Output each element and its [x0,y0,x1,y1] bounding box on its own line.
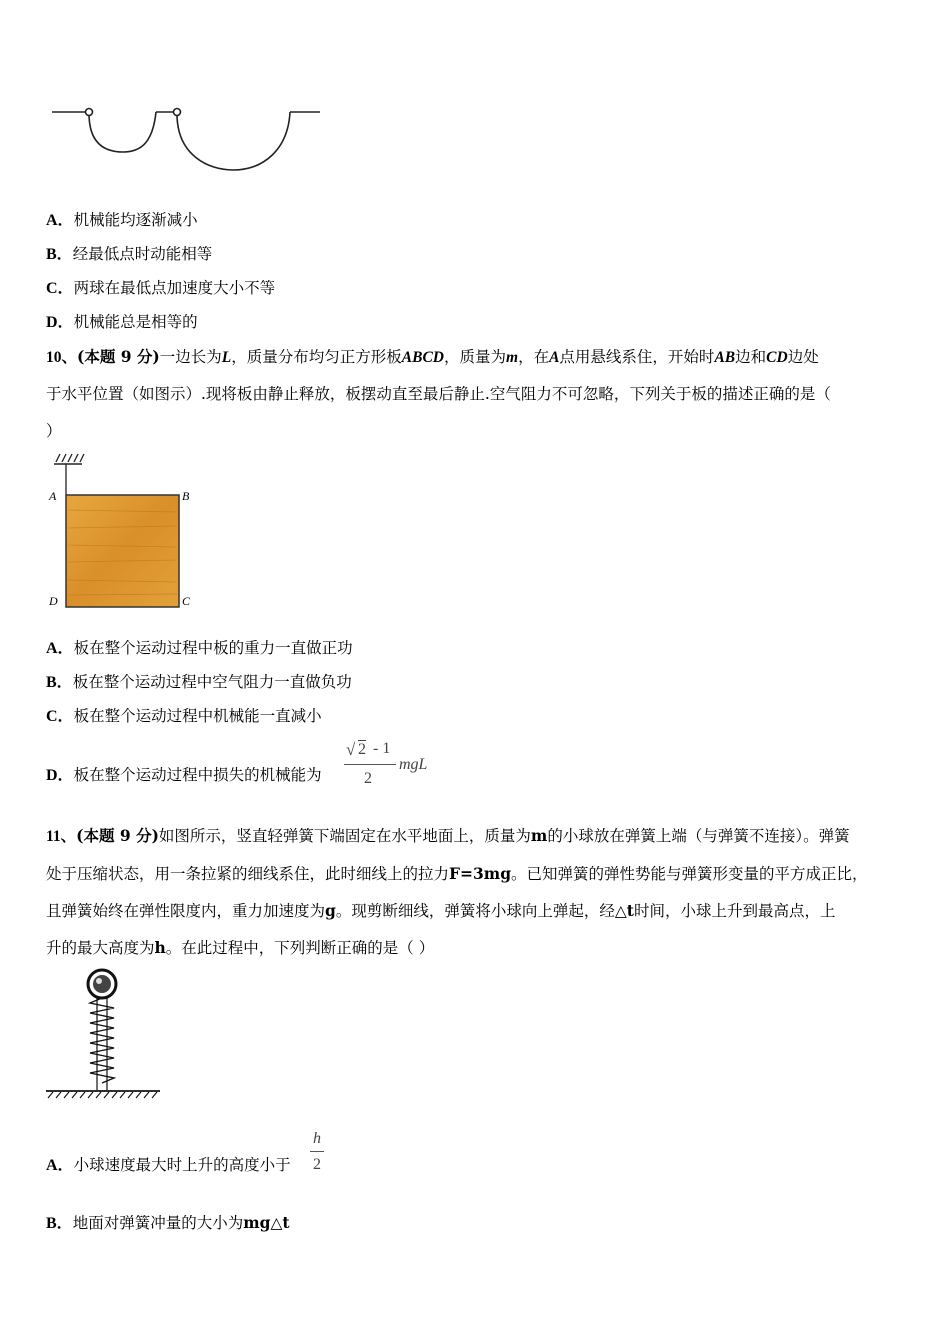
q10-option-d: D．板在整个运动过程中损失的机械能为 [46,766,322,784]
vertex-label-c: C [182,594,191,608]
q10-optd-formula: √ 2 - 1 2 mgL [346,740,428,787]
q10-stem-line2: 于水平位置（如图示）.现将板由静止释放，板摆动直至最后静止.空气阻力不可忽略，下列关于板的描述正确的是（ [46,385,831,403]
q11-opta-formula: h 2 [310,1130,330,1178]
q9-option-a: A．机械能均逐渐减小 [46,211,198,229]
spring-ball-figure [44,965,164,1105]
q11-option-b: B．地面对弹簧冲量的大小为mg△t [46,1213,290,1232]
q11-stem-line1: 11、(本题 9 分)如图所示，竖直轻弹簧下端固定在水平地面上，质量为m的小球放在弹簧上端（与弹簧不连接）。弹簧 [46,826,850,845]
q10-stem-line3: ） [46,422,62,440]
ground-icon [46,1091,160,1098]
q11-stem-line2: 处于压缩状态，用一条拉紧的细线系住，此时细线上的拉力F=3mg。已知弹簧的弹性势能与弹簧形变量的平方成正比， [46,864,868,883]
q10-option-c: C．板在整个运动过程中机械能一直减小 [46,707,322,725]
q11-option-a: A．小球速度最大时上升的高度小于 [46,1156,291,1174]
vertex-label-b: B [182,489,190,503]
vertex-label-a: A [49,489,57,503]
q10-stem-line1: 10、(本题 9 分)一边长为L，质量分布均匀正方形板ABCD，质量为m，在A点用悬线系住，开始时AB边和CD边处 [46,347,819,366]
q11-stem-line3: 且弹簧始终在弹性限度内，重力加速度为g。现剪断细线，弹簧将小球向上弹起，经△t时间，小球上升到最高点，上 [46,901,836,920]
q9-option-b: B．经最低点时动能相等 [46,245,213,263]
hanging-plate-figure [44,450,204,615]
q9-option-d: D．机械能总是相等的 [46,313,198,331]
vertex-label-d: D [49,594,58,608]
q10-option-a: A．板在整个运动过程中板的重力一直做正功 [46,639,353,657]
ball-icon [88,970,116,998]
ceiling-support-icon [54,454,84,464]
q11-stem-line4: 升的最大高度为h。在此过程中，下列判断正确的是（ ） [46,938,435,957]
q9-option-c: C．两球在最低点加速度大小不等 [46,279,276,297]
circular-tracks-figure [48,100,328,180]
q10-option-b: B．板在整个运动过程中空气阻力一直做负功 [46,673,352,691]
